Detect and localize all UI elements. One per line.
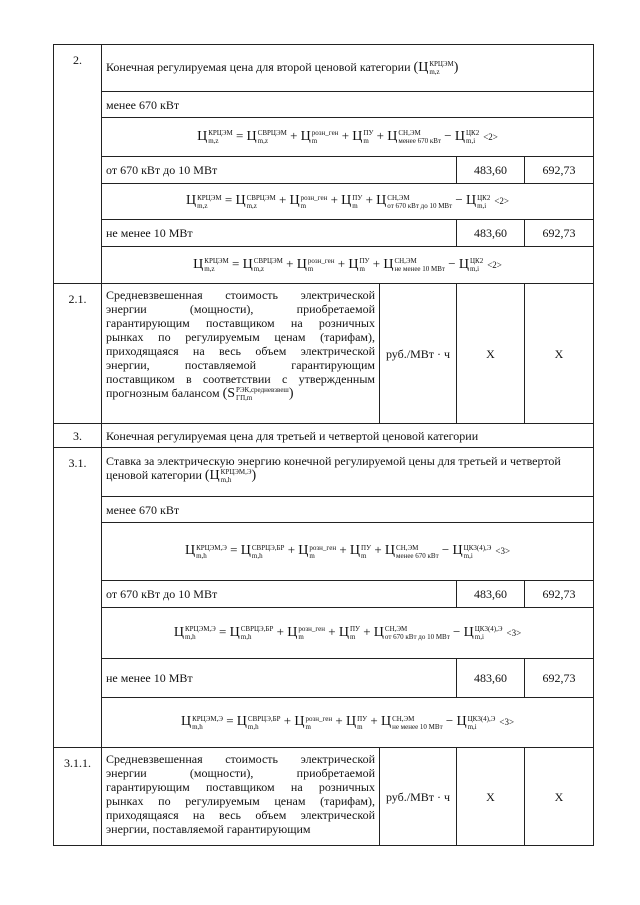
formula-lhs-sub: m,z: [204, 265, 215, 273]
formula-term: [459, 256, 483, 271]
formula-term-sub: m,i: [467, 722, 477, 731]
section-title: [102, 45, 594, 92]
formula-lhs-indices: [204, 257, 228, 273]
formula-operator: +: [275, 192, 290, 208]
formula-term-indices: [258, 129, 287, 145]
formula-row: [54, 247, 594, 284]
formula-lhs-base: Ц: [193, 256, 204, 272]
formula-term-sup: СВРЦЭ,БР: [240, 625, 274, 633]
row-less-670: [54, 92, 594, 118]
section-title-text: Конечная регулируемая цена для второй ценовой категории: [106, 60, 411, 75]
formula-term: [456, 713, 496, 731]
value-cell: 483,60: [457, 220, 525, 247]
formula-2-not-less-10: [102, 247, 594, 284]
value-cell: X: [457, 284, 525, 424]
formula-term-sub: не менее 10 МВт: [392, 722, 443, 731]
formula-lhs: [186, 192, 222, 210]
section-2-1-row: [54, 284, 594, 424]
formula-term-base: Ц: [373, 624, 384, 640]
formula-term-indices: [359, 257, 369, 273]
formula-term-base: Ц: [454, 128, 465, 144]
symbol-sub: ГП,m: [236, 394, 253, 402]
formula-term: [376, 192, 453, 210]
formula-operator: +: [284, 542, 299, 558]
formula-operator: −: [442, 713, 457, 729]
section-text: Средневзвешенная стоимость электрической энергии (мощности), приобретаемой гарантирующим поставщиком на розничных рынках по регулируемым ценам (тарифам), приходящаяся на весь объем электрической энергии, поставляемой гарантирующим: [102, 748, 380, 846]
formula-term-base: Ц: [246, 128, 257, 144]
unit-cell: руб./МВт · ч: [380, 748, 457, 846]
formula-operator: +: [369, 255, 384, 271]
formula-lhs-indices: [208, 129, 232, 145]
formula-lhs-sup: КРЦЭМ,Э: [196, 543, 227, 552]
formula-term: [464, 624, 503, 639]
formula-term-indices: [477, 194, 490, 210]
footnote-ref: <3>: [506, 627, 522, 638]
formula-term: [301, 128, 339, 143]
row-670-10: [54, 157, 594, 184]
formula-term-sup: ПУ: [363, 129, 374, 137]
formula-term-sup: СН,ЭМ: [394, 257, 417, 265]
symbol-sub: m,h: [220, 476, 232, 484]
row-label: менее 670 кВт: [102, 92, 594, 118]
section-number: 2.1.: [54, 284, 102, 424]
formula-term-sub: m,i: [474, 633, 484, 641]
s-symbol: [223, 386, 294, 401]
row-label: от 670 кВт до 10 МВт: [102, 581, 457, 608]
formula-term: [374, 624, 450, 639]
value-cell: 692,73: [525, 659, 594, 698]
formula-operator: =: [226, 542, 241, 558]
formula-operator: +: [367, 713, 381, 729]
formula-term: [240, 542, 285, 560]
formula-operator: +: [327, 192, 342, 208]
symbol-indices: [429, 60, 453, 76]
formula-term-base: Ц: [236, 714, 247, 730]
formula-term-sub: m: [307, 265, 314, 273]
section-number: 3.: [54, 424, 102, 448]
formula-operator: +: [359, 623, 374, 639]
formula-operator: +: [338, 127, 353, 143]
formula-term-sub: m: [363, 137, 369, 145]
formula-operator: +: [332, 713, 346, 729]
value-cell: 483,60: [457, 157, 525, 184]
formula-2-670-10: [102, 184, 594, 220]
formula-term-indices: [396, 544, 439, 560]
price-symbol: [414, 60, 459, 75]
formula-term-base: Ц: [465, 193, 477, 209]
formula-row: [54, 118, 594, 157]
formula-term-sup: СВРЦЭМ: [257, 129, 287, 137]
section-2-header-row: [54, 45, 594, 92]
formula-term-sub: m,h: [240, 633, 252, 641]
formula-lhs-sub: m,z: [197, 201, 208, 210]
formula-term-sub: m,z: [253, 265, 265, 273]
symbol-indices: [236, 386, 289, 402]
formula-term-indices: [470, 257, 483, 273]
formula-term: [352, 128, 373, 143]
formula-operator: +: [273, 623, 288, 639]
formula-operator: =: [232, 127, 247, 143]
formula-term-sup: ПУ: [357, 714, 368, 723]
symbol-base: (Ц: [204, 468, 220, 484]
formula-term-indices: [387, 194, 452, 210]
formula-term: [455, 128, 479, 143]
formula-operator: =: [221, 192, 236, 208]
formula-term-sup: СН,ЭМ: [392, 714, 415, 723]
formula-term-base: Ц: [384, 543, 396, 559]
formula-term: [247, 128, 287, 143]
formula-term-indices: [398, 129, 441, 145]
formula-operator: =: [222, 713, 237, 729]
value-cell: X: [457, 748, 525, 846]
formula-term: [384, 542, 439, 560]
formula-term: [297, 256, 335, 271]
formula-lhs-sup: КРЦЭМ: [204, 257, 229, 265]
row-label: от 670 кВт до 10 МВт: [102, 157, 457, 184]
section-title-text: Ставка за электрическую энергию конечной регулируемой цены для третьей и четвертой ценовой категории: [106, 454, 561, 483]
formula-term: [243, 256, 283, 271]
formula-term-indices: [350, 625, 360, 641]
formula-lhs-base: Ц: [184, 543, 196, 559]
formula-term-indices: [254, 257, 283, 273]
formula-term-sup: ЦК2: [477, 193, 491, 202]
formula-term-indices: [298, 625, 325, 641]
formula-operator: −: [445, 255, 459, 271]
row-label: не менее 10 МВт: [102, 220, 457, 247]
formula-term-base: Ц: [298, 543, 309, 559]
formula-term-indices: [248, 715, 281, 731]
formula-term-indices: [464, 544, 492, 560]
formula-term-sup: СВРЦЭ,БР: [251, 543, 285, 552]
formula-term-sup: ЦК2: [469, 257, 484, 265]
formula-lhs: [180, 713, 223, 731]
symbol-close: ): [288, 386, 294, 402]
price-symbol: [205, 468, 256, 483]
symbol-sup: КРЦЭМ: [429, 60, 454, 68]
section-title: [102, 448, 594, 497]
formula-term-base: Ц: [456, 714, 467, 730]
formula-term-sup: ЦК3(4),Э: [463, 543, 492, 552]
formula-operator: −: [441, 127, 455, 143]
formula-operator: +: [371, 542, 385, 558]
section-3-row: [54, 424, 594, 448]
formula-lhs: [184, 542, 227, 560]
formula-operator: =: [228, 255, 243, 271]
formula-term-sup: СН,ЭМ: [398, 129, 421, 137]
formula-term-indices: [305, 715, 332, 731]
formula-term-sup: СН,ЭМ: [396, 543, 419, 552]
symbol-sup: КРЦЭМ,Э: [220, 468, 252, 476]
formula-term-sub: m,h: [247, 722, 259, 731]
formula-31-not-less-10: [102, 698, 594, 748]
formula-lhs-base: Ц: [180, 714, 192, 730]
formula-term-base: Ц: [235, 193, 246, 209]
formula-term: [236, 713, 281, 731]
formula-term-base: Ц: [287, 624, 298, 640]
formula-term-sup: розн_ген: [305, 714, 333, 723]
formula-term: [387, 128, 441, 143]
formula-term-base: Ц: [352, 128, 363, 144]
formula-term-sub: m,i: [463, 551, 473, 560]
formula-operator: +: [336, 542, 350, 558]
formula-term-sub: m: [361, 551, 367, 560]
formula-term: [348, 256, 369, 271]
section-number: 3.1.1.: [54, 748, 102, 846]
formula-term-indices: [252, 544, 285, 560]
formula-row: [54, 608, 594, 659]
formula-term-base: Ц: [294, 714, 305, 730]
formula-term-indices: [363, 129, 373, 145]
formula-term-indices: [392, 715, 443, 731]
formula-term-sub: от 670 кВт до 10 МВт: [387, 201, 453, 210]
formula-term-base: Ц: [300, 128, 311, 144]
formula-lhs-sub: m,z: [208, 137, 219, 145]
formula-term: [383, 256, 445, 271]
footnote-ref: <2>: [483, 131, 498, 142]
formula-term-base: Ц: [296, 256, 307, 272]
formula-lhs-base: Ц: [173, 624, 184, 640]
formula-operator: −: [452, 192, 466, 208]
section-text: [102, 284, 380, 424]
formula-term: [339, 624, 360, 639]
footnote-ref: <3>: [495, 546, 511, 557]
value-cell: 483,60: [457, 659, 525, 698]
formula-term-indices: [394, 257, 445, 273]
formula-term-indices: [247, 194, 276, 210]
formula-term-indices: [309, 544, 336, 560]
unit-cell: руб./МВт · ч: [380, 284, 457, 424]
formula-term-sup: розн_ген: [298, 625, 325, 633]
formula-lhs-sup: КРЦЭМ: [197, 193, 222, 202]
formula-lhs-base: Ц: [197, 128, 208, 144]
formula-term-indices: [475, 625, 503, 641]
formula-term-base: Ц: [348, 256, 359, 272]
formula-term: [380, 713, 443, 731]
formula-lhs-indices: [196, 544, 227, 560]
formula-term: [294, 713, 333, 731]
formula-term: [345, 713, 368, 731]
value-cell: X: [525, 284, 594, 424]
symbol-close: ): [453, 60, 459, 76]
formula-term-indices: [466, 129, 479, 145]
formula-lhs-indices: [192, 715, 223, 731]
formula-term-base: Ц: [240, 543, 251, 559]
formula-term-sup: ПУ: [359, 257, 370, 265]
formula-term-indices: [241, 625, 274, 641]
formula-term-sub: m,i: [469, 265, 480, 273]
formula-term-indices: [468, 715, 496, 731]
footnote-ref: <2>: [494, 196, 509, 207]
section-number: 3.1.: [54, 448, 102, 748]
row-not-less-10: [54, 220, 594, 247]
formula-lhs-sup: КРЦЭМ: [208, 129, 233, 137]
formula-term-base: Ц: [338, 624, 349, 640]
formula-term: [341, 192, 363, 210]
formula-operator: −: [438, 542, 453, 558]
formula-term-sub: m: [352, 201, 358, 210]
formula-term-sup: СН,ЭМ: [387, 193, 410, 202]
formula-operator: −: [449, 623, 464, 639]
formula-term: [452, 542, 492, 560]
symbol-close: ): [251, 468, 257, 484]
formula-term-indices: [357, 715, 367, 731]
value-cell: 692,73: [525, 220, 594, 247]
formula-term-sub: m: [309, 551, 315, 560]
formula-operator: +: [280, 713, 295, 729]
formula-term-base: Ц: [376, 193, 387, 209]
formula-lhs-base: Ц: [186, 193, 197, 209]
formula-term-indices: [308, 257, 335, 273]
formula-term-sup: ПУ: [361, 543, 372, 552]
formula-term-sup: СВРЦЭМ: [253, 257, 283, 265]
formula-term-indices: [312, 129, 339, 145]
row-670-10: [54, 581, 594, 608]
formula-lhs-sup: КРЦЭМ,Э: [184, 625, 216, 633]
formula-term-sub: m: [349, 633, 356, 641]
formula-term-sub: от 670 кВт до 10 МВт: [384, 633, 450, 641]
formula-term-base: Ц: [383, 256, 394, 272]
value-cell: X: [525, 748, 594, 846]
formula-term-sub: m: [305, 722, 311, 731]
formula-term-sub: m: [357, 722, 363, 731]
section-title: Конечная регулируемая цена для третьей и четвертой ценовой категории: [102, 424, 594, 448]
formula-operator: +: [362, 192, 377, 208]
formula-term-base: Ц: [452, 543, 463, 559]
formula-term-sub: m,z: [246, 201, 257, 210]
symbol-sub: m,z: [429, 68, 440, 76]
formula-term: [289, 192, 328, 210]
formula-term-sub: m,i: [466, 137, 476, 145]
formula-2-less-670: [102, 118, 594, 157]
formula-term-base: Ц: [387, 128, 398, 144]
row-less-670: [54, 497, 594, 523]
formula-term-indices: [301, 194, 328, 210]
formula-term-sub: m,i: [477, 201, 487, 210]
formula-lhs-sup: КРЦЭМ,Э: [192, 714, 223, 723]
formula-operator: =: [215, 623, 230, 639]
formula-term-sub: m,z: [257, 137, 268, 145]
section-3-1-1-row: [54, 748, 594, 846]
formula-lhs-indices: [185, 625, 216, 641]
formula-term-sup: ПУ: [352, 193, 363, 202]
symbol-base: (S: [222, 386, 236, 402]
formula-term: [298, 542, 337, 560]
formula-term-sup: ЦК2: [466, 129, 480, 137]
formula-term-base: Ц: [349, 543, 361, 559]
formula-31-670-10: [102, 608, 594, 659]
formula-term-indices: [385, 625, 450, 641]
formula-lhs-sub: m,h: [196, 551, 207, 560]
formula-term-sub: менее 670 кВт: [398, 137, 442, 145]
formula-term-indices: [361, 544, 371, 560]
formula-term-sup: розн_ген: [311, 129, 339, 137]
formula-operator: +: [334, 255, 349, 271]
formula-term: [287, 624, 325, 639]
symbol-indices: [221, 468, 252, 484]
formula-operator: +: [373, 127, 388, 143]
formula-term-base: Ц: [380, 714, 392, 730]
symbol-base: (Ц: [413, 60, 429, 76]
formula-row: [54, 698, 594, 748]
formula-operator: +: [286, 127, 301, 143]
formula-term-sup: СВРЦЭ,БР: [247, 714, 281, 723]
formula-term-base: Ц: [242, 256, 253, 272]
formula-lhs-sub: m,h: [192, 722, 203, 731]
section-number: 2.: [54, 45, 102, 284]
row-not-less-10: [54, 659, 594, 698]
formula-term-sub: m: [298, 633, 304, 641]
formula-term-base: Ц: [458, 256, 469, 272]
formula-operator: +: [282, 255, 297, 271]
formula-lhs-indices: [197, 194, 221, 210]
formula-term-sup: розн_ген: [309, 543, 337, 552]
formula-term-sub: m: [311, 137, 318, 145]
value-cell: 692,73: [525, 581, 594, 608]
row-label: менее 670 кВт: [102, 497, 594, 523]
formula-term: [465, 192, 491, 210]
section-3-1-header-row: [54, 448, 594, 497]
formula-row: [54, 523, 594, 581]
formula-term-base: Ц: [463, 624, 474, 640]
formula-term-base: Ц: [345, 714, 357, 730]
formula-term-sub: не менее 10 МВт: [394, 265, 445, 273]
formula-term-sub: менее 670 кВт: [396, 551, 439, 560]
formula-term: [230, 624, 274, 639]
footnote-ref: <2>: [487, 259, 502, 270]
formula-term-sup: розн_ген: [307, 257, 335, 265]
formula-term-sub: m: [359, 265, 365, 273]
section-text-body: Средневзвешенная стоимость электрической энергии (мощности), приобретаемой гарантирующим поставщиком на розничных рынках по регулируемым ценам (тарифам), приходящаяся на весь объем электрической энергии, поставляемой гарантирующим поставщиком в соответствии с утвержденным прогнозным балансом: [106, 288, 375, 401]
formula-term-sup: розн_ген: [300, 193, 328, 202]
formula-term-sup: ЦК3(4),Э: [474, 625, 503, 633]
formula-term: [235, 192, 276, 210]
row-label: не менее 10 МВт: [102, 659, 457, 698]
formula-term-indices: [352, 194, 362, 210]
formula-term-sup: СВРЦЭМ: [246, 193, 276, 202]
formula-term-sup: ПУ: [349, 625, 360, 633]
formula-term-sup: СН,ЭМ: [384, 625, 408, 633]
footnote-ref: <3>: [499, 717, 515, 728]
formula-lhs-sub: m,h: [184, 633, 196, 641]
formula-row: [54, 184, 594, 220]
value-cell: 692,73: [525, 157, 594, 184]
formula-operator: +: [324, 623, 339, 639]
tariff-table: [53, 44, 594, 846]
formula-term: [349, 542, 372, 560]
formula-term-sup: ЦК3(4),Э: [467, 714, 496, 723]
formula-term-base: Ц: [341, 193, 352, 209]
formula-term-sub: m: [300, 201, 307, 210]
formula-term-base: Ц: [229, 624, 240, 640]
symbol-sup: РЭК,средневзвеш: [236, 386, 289, 394]
formula-term-base: Ц: [289, 193, 300, 209]
formula-lhs: [197, 128, 233, 143]
formula-term-sub: m,h: [251, 551, 263, 560]
formula-lhs: [193, 256, 229, 271]
formula-31-less-670: [102, 523, 594, 581]
value-cell: 483,60: [457, 581, 525, 608]
formula-lhs: [174, 624, 216, 639]
